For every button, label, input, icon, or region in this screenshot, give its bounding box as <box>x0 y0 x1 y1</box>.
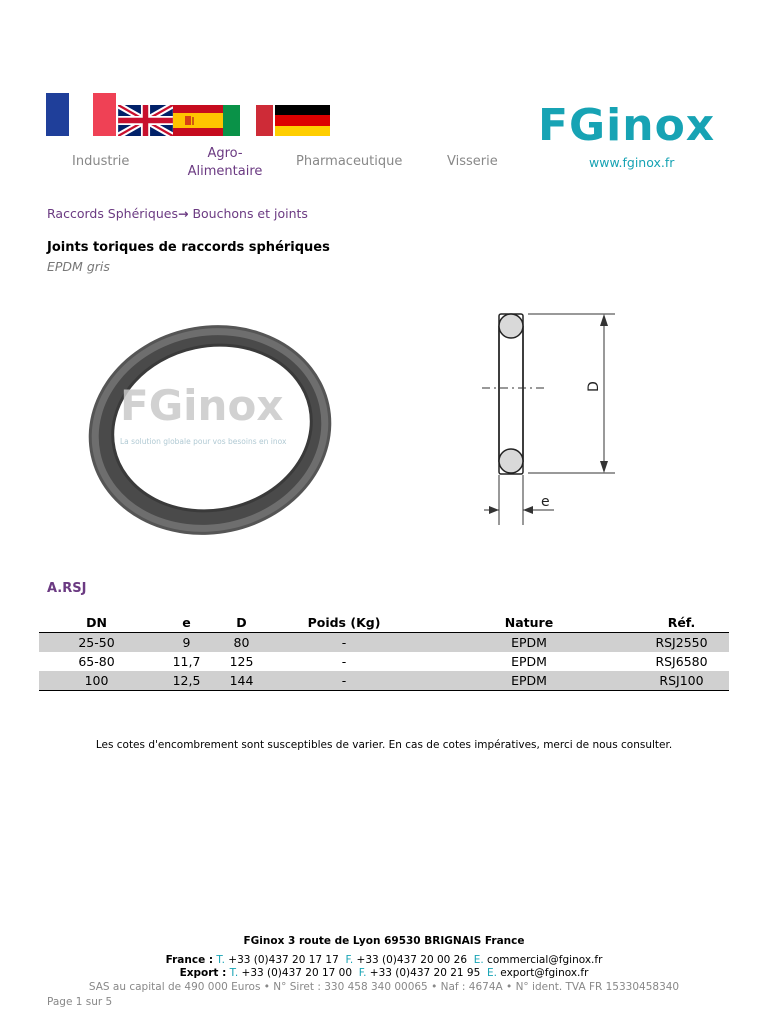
flag-italy-icon[interactable] <box>223 105 273 136</box>
france-fax: +33 (0)437 20 00 26 <box>356 954 468 966</box>
export-phone[interactable]: +33 (0)437 20 17 00 <box>241 967 353 979</box>
france-phone[interactable]: +33 (0)437 20 17 17 <box>228 954 339 966</box>
flag-france-icon[interactable] <box>46 93 116 136</box>
category-nav <box>0 145 540 185</box>
cell-dn: 25-50 <box>39 632 154 652</box>
cell-ref: RSJ2550 <box>634 632 729 652</box>
table-row <box>39 652 729 672</box>
cell-poids: - <box>264 671 424 691</box>
page-title: Joints toriques de raccords sphériques <box>47 240 330 255</box>
breadcrumb-bouchons[interactable]: Bouchons et joints <box>192 206 308 221</box>
col-d: D <box>219 610 264 632</box>
section-label: A.RSJ <box>47 581 87 596</box>
cell-e: 12,5 <box>154 671 219 691</box>
email-key: E. <box>473 954 484 966</box>
flag-uk-icon[interactable] <box>118 105 173 136</box>
page-subtitle: EPDM gris <box>47 259 110 274</box>
col-poids: Poids (Kg) <box>264 610 424 632</box>
watermark-logo: FGinox <box>120 381 284 430</box>
footer-address: FGinox 3 route de Lyon 69530 BRIGNAIS France <box>243 935 525 947</box>
col-nature: Nature <box>424 610 634 632</box>
flag-germany-icon[interactable] <box>275 105 330 136</box>
disclaimer-note: Les cotes d'encombrement sont susceptibles de varier. En cas de cotes impératives, merci de nous consulter. <box>95 739 673 751</box>
table-header-row <box>39 610 729 632</box>
nav-agro-line2: Alimentaire <box>187 164 263 179</box>
oring-diagram <box>470 300 640 535</box>
nav-pharmaceutique[interactable]: Pharmaceutique <box>296 154 403 169</box>
cell-poids: - <box>264 632 424 652</box>
fax-key: F. <box>358 967 367 979</box>
cell-ref: RSJ6580 <box>655 653 708 669</box>
export-email[interactable]: export@fginox.fr <box>500 967 589 979</box>
nav-visserie[interactable]: Visserie <box>447 154 498 169</box>
flag-spain-icon[interactable] <box>173 105 223 136</box>
nav-agro-line1: Agro- <box>207 146 243 161</box>
cell-d: 80 <box>219 632 264 652</box>
cell-nature: EPDM <box>424 671 634 691</box>
col-dn: DN <box>39 610 154 632</box>
footer-export-contact <box>0 967 768 979</box>
nav-agro-alimentaire[interactable] <box>180 145 270 181</box>
table-row <box>39 671 729 691</box>
phone-key: T. <box>229 967 239 979</box>
fax-key: F. <box>345 954 354 966</box>
dimension-D-label: D <box>586 381 602 392</box>
cell-d: 125 <box>229 653 254 669</box>
page-number: Page 1 sur 5 <box>47 996 113 1008</box>
footer-france-contact <box>0 954 768 966</box>
product-photo <box>80 310 350 550</box>
fginox-logo: FGinox <box>538 100 716 151</box>
france-label: France : <box>165 954 214 966</box>
cell-e: 9 <box>154 632 219 652</box>
cell-poids: - <box>341 653 347 669</box>
arrow-right-icon: → <box>177 206 189 221</box>
cell-ref: RSJ100 <box>634 671 729 691</box>
export-fax: +33 (0)437 20 21 95 <box>369 967 481 979</box>
website-link[interactable]: www.fginox.fr <box>589 155 675 170</box>
table-row <box>39 632 729 652</box>
breadcrumb-raccords[interactable]: Raccords Sphériques <box>47 206 178 221</box>
email-key: E. <box>486 967 497 979</box>
col-ref: Réf. <box>634 610 729 632</box>
cell-nature: EPDM <box>511 653 547 669</box>
cell-dn: 65-80 <box>78 653 115 669</box>
cell-e: 11,7 <box>172 653 201 669</box>
nav-industrie[interactable]: Industrie <box>72 154 130 169</box>
cell-d: 144 <box>219 671 264 691</box>
phone-key: T. <box>216 954 225 966</box>
export-label: Export : <box>179 967 227 979</box>
footer-legal: SAS au capital de 490 000 Euros • N° Siret : 330 458 340 00065 • Naf : 4674A • N° ident. TVA FR 15330458340 <box>88 981 680 993</box>
breadcrumb <box>47 206 308 221</box>
watermark-tagline: La solution globale pour vos besoins en inox <box>120 437 287 446</box>
dimension-e-label: e <box>541 494 550 510</box>
spec-table <box>39 610 729 691</box>
france-email[interactable]: commercial@fginox.fr <box>487 954 603 966</box>
cell-nature: EPDM <box>424 632 634 652</box>
col-e: e <box>154 610 219 632</box>
cell-dn: 100 <box>39 671 154 691</box>
